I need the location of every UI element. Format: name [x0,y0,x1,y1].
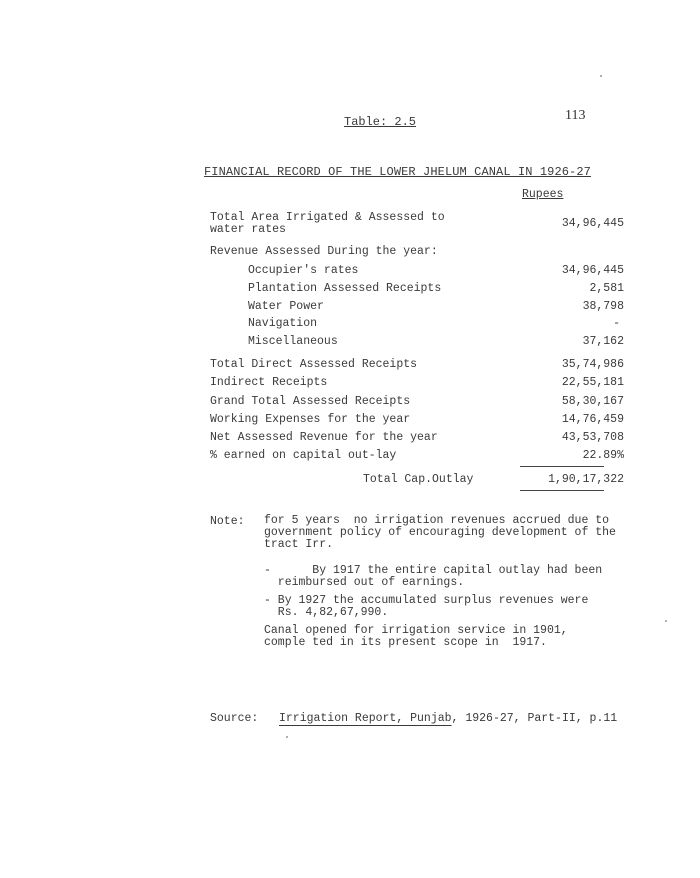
row-label: Navigation [248,317,318,330]
row-value: 35,74,986 [561,358,624,371]
table-title: FINANCIAL RECORD OF THE LOWER JHELUM CANAL IN 1926-27 [204,165,591,179]
total-label: Total Cap.Outlay [363,473,474,486]
total-rule-bottom [520,490,604,491]
row-label-cont: water rates [210,223,286,236]
row-value: 37,162 [582,335,624,348]
row-value: 43,53,708 [561,431,624,444]
row-label: Occupier's rates [248,264,359,277]
note-line: government policy of encouraging development of the [264,526,616,539]
row-value: 38,798 [582,300,624,313]
row-label: Grand Total Assessed Receipts [210,395,411,408]
table-label: Table: 2.5 [344,115,417,129]
row-value: 58,30,167 [561,395,624,408]
note-line: Canal opened for irrigation service in 1901, [264,624,568,637]
source-title: Irrigation Report, Punjab [279,712,452,725]
note-line: reimbursed out of earnings. [264,576,465,589]
scan-speck [600,75,602,77]
note-line: - By 1917 the entire capital outlay had been [264,564,603,577]
row-label: % earned on capital out-lay [210,449,397,462]
row-value: 22.89% [582,449,624,462]
row-label: Plantation Assessed Receipts [248,282,442,295]
unit-header: Rupees [522,188,564,201]
total-value: 1,90,17,322 [548,473,624,486]
note-label: Note: [210,515,245,528]
row-value: 34,96,445 [561,217,624,230]
row-label: Working Expenses for the year [210,413,411,426]
row-value: 22,55,181 [561,376,624,389]
page-number: 113 [565,108,586,123]
row-label: Water Power [248,300,324,313]
row-label: Total Direct Assessed Receipts [210,358,418,371]
row-label: Indirect Receipts [210,376,328,389]
total-rule-top [520,466,604,467]
row-label: Revenue Assessed During the year: [210,245,438,258]
row-value: 34,96,445 [561,264,624,277]
note-line: comple ted in its present scope in 1917. [264,636,547,649]
note-line: - By 1927 the accumulated surplus revenues were [264,594,589,607]
row-value: 14,76,459 [561,413,624,426]
row-value: 2,581 [589,282,624,295]
scan-speck [286,736,288,738]
scan-speck [665,620,667,622]
row-label: Total Area Irrigated & Assessed to [210,211,445,224]
note-line: Rs. 4,82,67,990. [264,606,389,619]
note-line: for 5 years no irrigation revenues accrued due to [264,514,610,527]
source-label: Source: [210,712,259,725]
row-label: Miscellaneous [248,335,338,348]
note-line: tract Irr. [264,538,334,551]
source-details: , 1926-27, Part-II, p.11 [451,712,618,725]
row-label: Net Assessed Revenue for the year [210,431,438,444]
row-value: - [613,317,620,330]
source-citation [279,712,617,725]
